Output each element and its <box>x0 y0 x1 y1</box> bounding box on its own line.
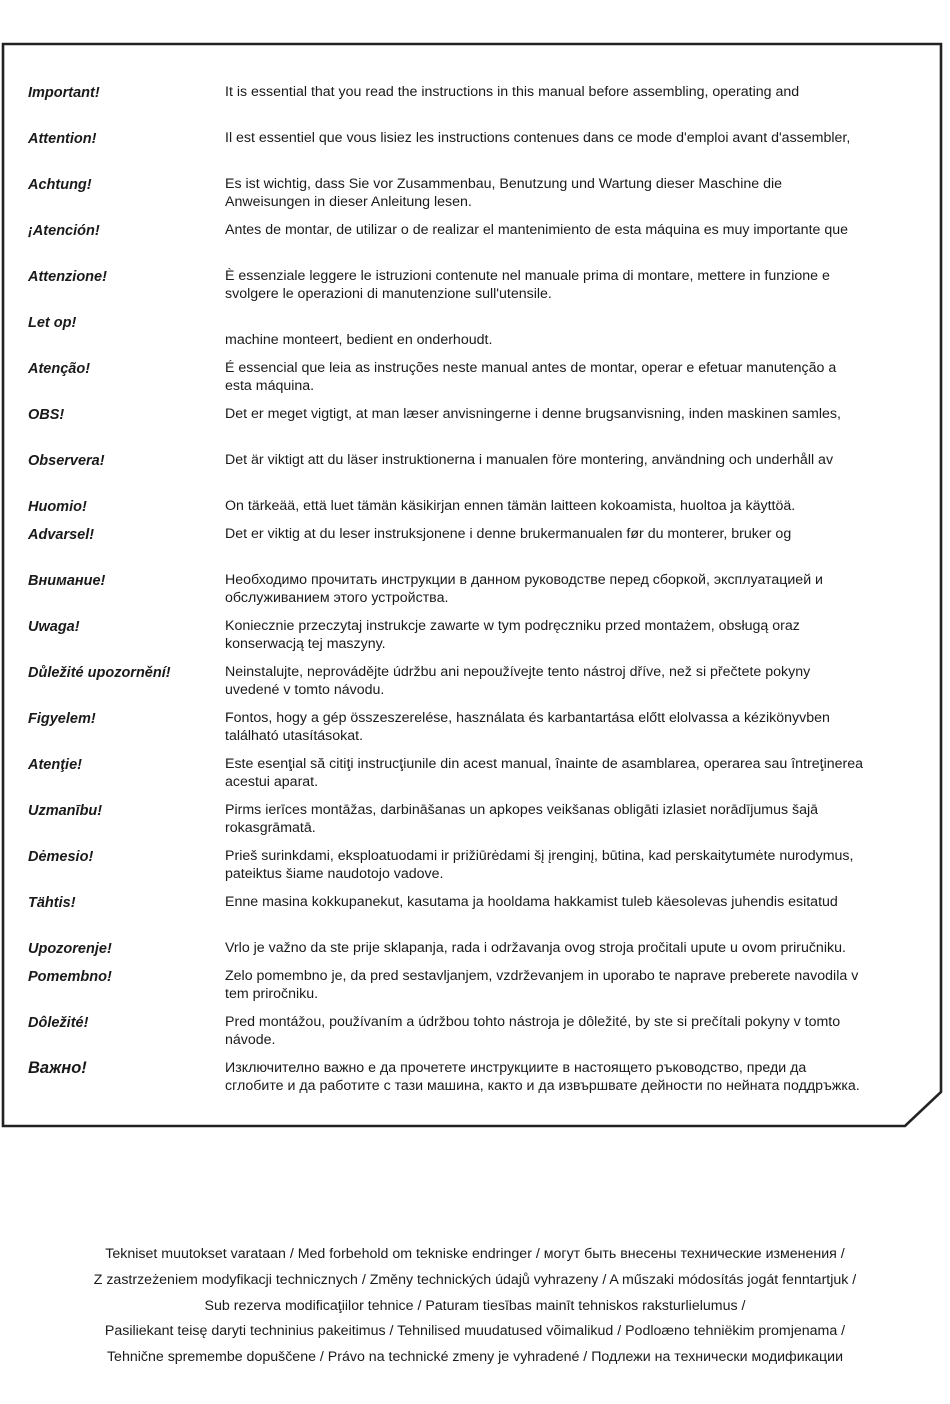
warning-label: Huomio! <box>28 499 87 515</box>
warning-label: Pomembno! <box>28 969 112 985</box>
warning-text: On tärkeää, että luet tämän käsikirjan ennen tämän laitteen kokoamista, huoltoa ja käyttöä. <box>225 498 796 514</box>
warning-text: Es ist wichtig, dass Sie vor Zusammenbau, Benutzung und Wartung dieser Maschine die Anweisungen in dieser Anleitung lesen. <box>225 176 783 210</box>
footer-line: Tekniset muutokset varataan / Med forbehold om tekniske endringer / могут быть внесены технические изменения / <box>105 1246 845 1262</box>
warning-label: Important! <box>28 85 100 101</box>
warning-label: Upozorenje! <box>28 941 112 957</box>
warning-label: Uwaga! <box>28 619 80 635</box>
warning-text: Fontos, hogy a gép összeszerelése, használata és karbantartása előtt elolvassa a kézikönyvben található utasításokat. <box>225 710 830 744</box>
warning-label: Attention! <box>28 131 97 147</box>
warning-label: Uzmanību! <box>28 803 103 819</box>
warning-text: Det er meget vigtigt, at man læser anvisningerne i denne brugsanvisning, inden maskinen samles, <box>225 406 841 422</box>
warning-label: Внимание! <box>28 573 106 589</box>
warning-text: Neinstalujte, neprovádějte údržbu ani nepoužívejte tento nástroj dříve, než si přečtete pokyny uvedené v tomto návodu. <box>225 664 811 698</box>
footer-line: Sub rezerva modificaţiilor tehnice / Paturam tiesības mainīt tehniskos raksturlielumus / <box>204 1297 746 1314</box>
warning-text: Il est essentiel que vous lisiez les instructions contenues dans ce mode d'emploi avant d'assembler, <box>225 130 851 146</box>
warning-text: Det är viktigt att du läser instruktionerna i manualen före montering, användning och underhåll av <box>225 452 834 468</box>
footer-line: Tehnične spremembe dopuščene / Právo na technické zmeny je vyhradené / Подлежи на технически модификации <box>106 1349 844 1366</box>
technical-changes-footer <box>0 1242 950 1371</box>
warning-label: Figyelem! <box>28 711 96 727</box>
warning-text: Antes de montar, de utilizar o de realizar el mantenimiento de esta máquina es muy importante que <box>225 222 849 238</box>
warning-text: È essenziale leggere le istruzioni contenute nel manuale prima di montare, mettere in funzione e svolgere le operazioni di manutenzione sull'utensile. <box>225 268 830 302</box>
warning-text: Koniecznie przeczytaj instrukcje zawarte w tym podręczniku przed montażem, obsługą oraz konserwacją tej maszyny. <box>225 618 800 652</box>
warning-label: Важно! <box>28 1059 87 1077</box>
warning-text: Необходимо прочитать инструкции в данном руководстве перед сборкой, эксплуатацией и обслуживанием этого устройства. <box>225 572 823 606</box>
warning-label: Attenzione! <box>28 269 107 285</box>
warning-text: Изключително важно е да прочетете инструкциите в настоящето ръководство, преди да сглобите и да работите с тази машина, както и да извършвате дейности по нейната поддръжка. <box>225 1060 860 1094</box>
footer-line: Z zastrzeżeniem modyfikacji technicznych / Změny technických údajů vyhrazeny / A műszaki módosítás jogát fenntartjuk / <box>93 1271 857 1288</box>
warning-text: It is essential that you read the instructions in this manual before assembling, operating and <box>225 84 800 100</box>
warning-text: machine monteert, bedient en onderhoudt. <box>225 331 493 348</box>
warning-text: Enne masina kokkupanekut, kasutama ja hooldama hakkamist tuleb käesolevas juhendis esitatud <box>225 894 838 910</box>
warning-label: Atenção! <box>28 361 91 377</box>
warning-label: Achtung! <box>28 177 92 193</box>
warning-label: Advarsel! <box>28 527 95 543</box>
warning-label: Důležité upozornění! <box>28 665 171 681</box>
warning-text: Prieš surinkdami, eksploatuodami ir prižiūrėdami šį įrenginį, būtina, kad perskaitytumėte nurodymus, pateiktus šiame naudotojo vadove. <box>225 848 854 882</box>
footer-line: Pasiliekant teisę daryti techninius pakeitimus / Tehnilised muudatused võimalikud / Podloæno tehniëkim promjenama / <box>104 1323 846 1340</box>
warning-label: ¡Atención! <box>28 223 100 239</box>
warning-text: Zelo pomembno je, da pred sestavljanjem, vzdrževanjem in uporabo te naprave preberete navodila v tem priročniku. <box>225 968 859 1002</box>
warning-label: Let op! <box>28 315 77 331</box>
warning-label: Tähtis! <box>28 895 76 911</box>
warning-label: OBS! <box>28 407 65 423</box>
warning-text: Det er viktig at du leser instruksjonene i denne brukermanualen før du monterer, bruker og <box>225 526 792 542</box>
warning-text: Vrlo je važno da ste prije sklapanja, rada i održavanja ovog stroja pročitali upute u ovom priručniku. <box>225 940 846 956</box>
warning-label: Dôležité! <box>28 1015 89 1031</box>
warning-text: Pred montážou, používaním a údržbou tohto nástroja je dôležité, by ste si prečítali pokyny v tomto návode. <box>225 1014 841 1048</box>
warning-text: É essencial que leia as instruções neste manual antes de montar, operar e efetuar manutenção a esta máquina. <box>225 360 837 394</box>
warning-label: Observera! <box>28 453 105 469</box>
warning-label: Dėmesio! <box>28 849 94 865</box>
warning-text: Pirms ierīces montāžas, darbināšanas un apkopes veikšanas obligāti izlasiet norādījumus šajā rokasgrāmatā. <box>225 802 819 836</box>
warning-label: Atenţie! <box>28 757 82 773</box>
warning-text: Este esenţial să citiţi instrucţiunile din acest manual, înainte de asamblarea, operarea sau întreţinerea acestui aparat. <box>225 756 864 790</box>
